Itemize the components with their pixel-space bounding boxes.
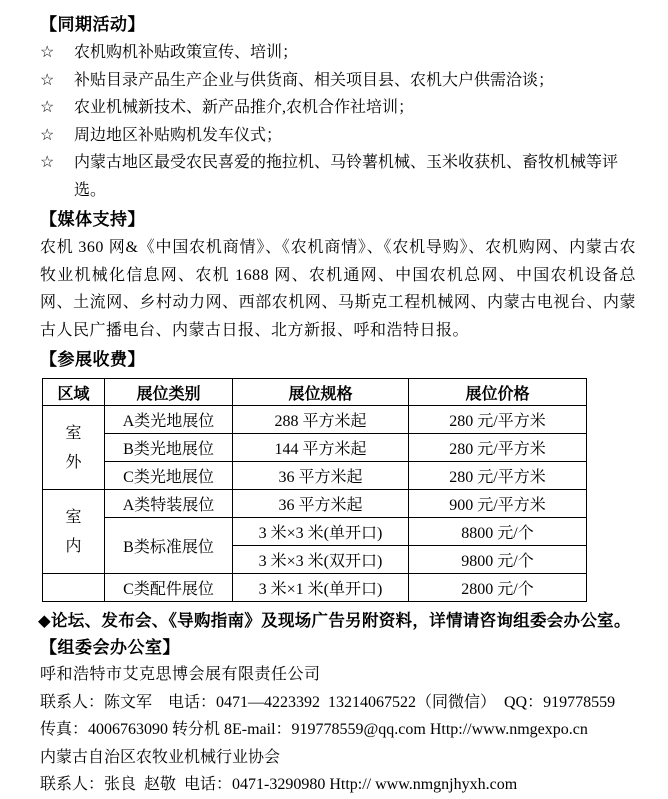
section-media-support	[40, 207, 636, 344]
table-row	[43, 434, 587, 462]
category-cell: B类标准展位	[105, 518, 233, 574]
association-name: 内蒙古自治区农牧业机械行业协会	[40, 748, 281, 766]
price-cell: 9800 元/个	[409, 546, 587, 574]
activity-text: 农业机械新技术、新产品推介,农机合作社培训；	[74, 99, 415, 116]
activity-text: 农机购机补贴政策宣传、培训；	[74, 44, 299, 61]
spec-cell: 36 平方米起	[233, 462, 409, 490]
activity-text: 内蒙古地区最受农民喜爱的拖拉机、马铃薯机械、玉米收获机、畜牧机械等评选。	[74, 154, 619, 199]
star-bullet-icon: ☆	[40, 126, 55, 144]
price-cell: 280 元/平方米	[409, 462, 587, 490]
fees-col-header-spec: 展位规格	[233, 379, 409, 406]
activity-text: 补贴目录产品生产企业与供货商、相关项目县、农机大户供需洽谈；	[74, 71, 555, 89]
table-row	[43, 490, 587, 518]
section-fees	[40, 347, 636, 635]
media-support-text: 农机 360 网&《中国农机商情》、《农机商情》、《农机导购》、农机购网、内蒙古农牧业机械化信息网、农机 1688 网、农机通网、中国农机总网、中国农机设备总网、土流网、乡村动力网、西部农机网、马斯克工程机械网、内蒙古电视台、内蒙古人民广播电台、内蒙古日报、北方新报、呼和浩特日报。	[40, 239, 636, 339]
zone-indoor-label: 室内	[65, 508, 82, 555]
table-row	[43, 518, 587, 546]
star-bullet-icon: ☆	[40, 99, 55, 116]
section-office	[40, 635, 636, 799]
fees-header-row	[43, 379, 587, 406]
spec-cell: 36 平方米起	[233, 490, 409, 518]
activity-item	[40, 122, 636, 150]
fees-col-header-price: 展位价格	[409, 379, 587, 406]
category-cell: C类配件展位	[105, 574, 233, 602]
fax-email-website-line: 传真：4006763090 转分机 8E-mail：919778559@qq.com Http://www.nmgexpo.cn	[40, 721, 588, 738]
organizer-company-name: 呼和浩特市艾克思博会展有限责任公司	[40, 666, 321, 683]
activity-item	[40, 39, 636, 67]
fees-col-header-category: 展位类别	[105, 379, 233, 406]
category-cell: B类光地展位	[105, 434, 233, 462]
star-bullet-icon: ☆	[40, 71, 55, 89]
price-cell: 900 元/平方米	[409, 490, 587, 518]
section-title-office: 【组委会办公室】	[40, 638, 180, 657]
zone-cell-outdoor	[43, 406, 105, 490]
category-cell: C类光地展位	[105, 462, 233, 490]
table-row	[43, 462, 587, 490]
spec-cell: 3 米×3 米(单开口)	[233, 518, 409, 546]
contact-line-chenwenjun: 联系人：陈文军 电话：0471—4223392 13214067522（同微信） QQ：919778559	[40, 693, 616, 711]
spec-cell: 3 米×1 米(单开口)	[233, 574, 409, 602]
activities-list	[40, 39, 636, 204]
activity-item	[40, 67, 636, 95]
price-cell: 280 元/平方米	[409, 434, 587, 462]
star-bullet-icon: ☆	[40, 154, 55, 171]
section-title-fees: 【参展收费】	[40, 350, 145, 369]
star-bullet-icon: ☆	[40, 44, 55, 61]
spec-cell: 144 平方米起	[233, 434, 409, 462]
price-cell: 280 元/平方米	[409, 406, 587, 434]
section-title-media: 【媒体支持】	[40, 210, 145, 229]
spec-cell: 288 平方米起	[233, 406, 409, 434]
section-title-activities: 【同期活动】	[40, 15, 145, 34]
fees-table	[42, 378, 587, 602]
table-row	[43, 406, 587, 434]
spec-cell: 3 米×3 米(双开口)	[233, 546, 409, 574]
fees-col-header-zone: 区域	[43, 379, 105, 406]
activity-text: 周边地区补贴购机发车仪式；	[74, 126, 283, 144]
section-activities	[40, 12, 636, 204]
zone-outdoor-label: 室外	[65, 424, 82, 471]
activity-item	[40, 149, 636, 204]
price-cell: 2800 元/个	[409, 574, 587, 602]
category-cell: A类光地展位	[105, 406, 233, 434]
price-cell: 8800 元/个	[409, 518, 587, 546]
contact-line-zhangliang: 联系人：张良 赵敬 电话：0471-3290980 Http:// www.nmgnjhyxh.com	[40, 776, 518, 793]
zone-cell-empty	[43, 574, 105, 602]
table-row	[43, 574, 587, 602]
zone-cell-indoor	[43, 490, 105, 574]
fees-note: ◆论坛、发布会、《导购指南》及现场广告另附资料，详情请咨询组委会办公室。	[38, 612, 631, 630]
activity-item	[40, 94, 636, 122]
category-cell: A类特装展位	[105, 490, 233, 518]
office-contact-block	[40, 661, 636, 799]
